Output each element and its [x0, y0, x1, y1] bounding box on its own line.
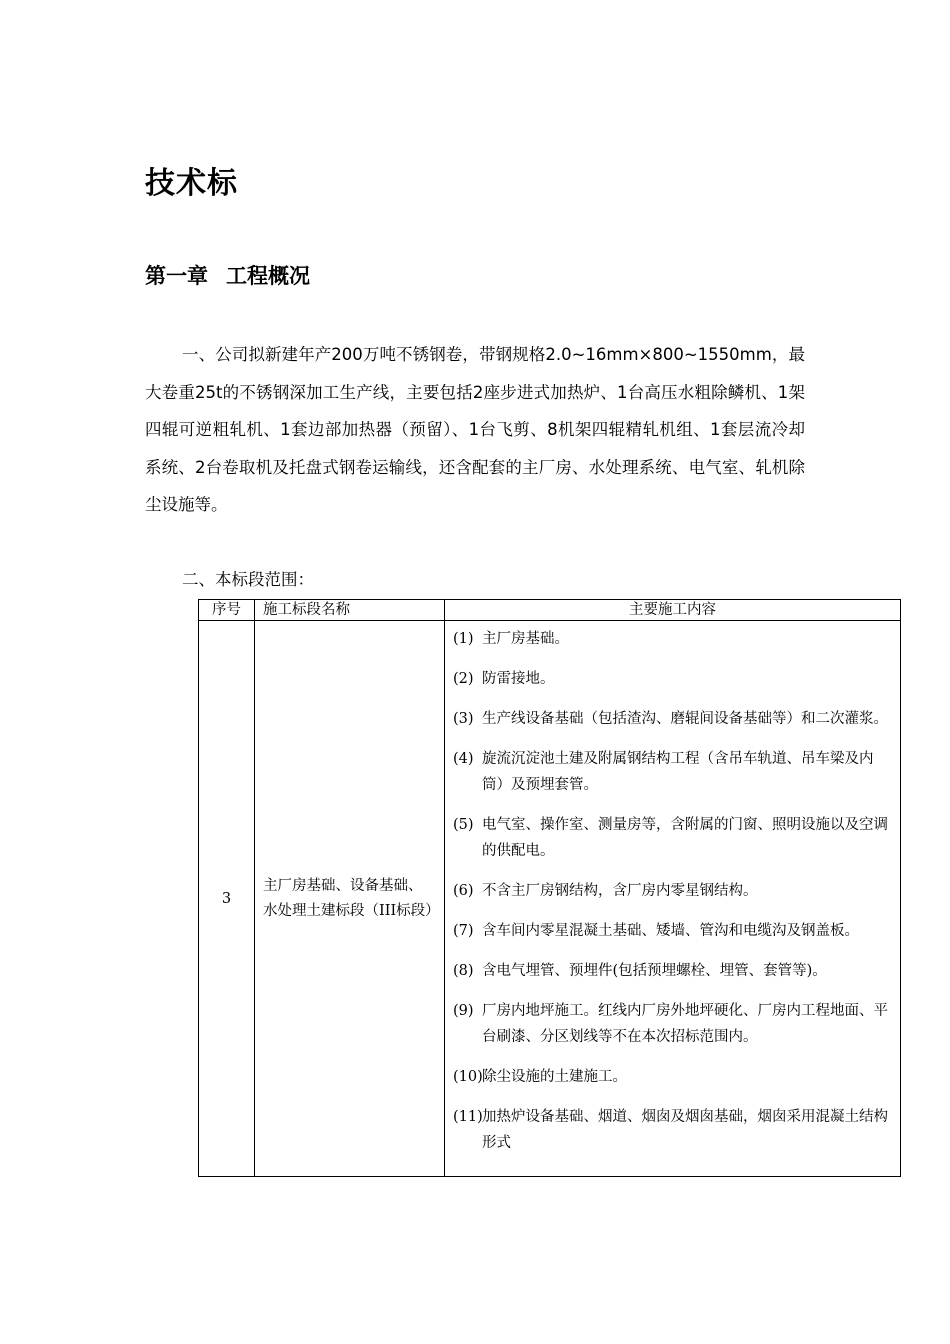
- list-item: [453, 1104, 892, 1156]
- chapter-heading: [145, 260, 310, 290]
- table-row: [199, 621, 901, 1177]
- header-no: 序号: [199, 600, 255, 621]
- list-item: [453, 1064, 892, 1090]
- scope-table: [198, 599, 901, 1177]
- list-item-number: (7): [453, 923, 474, 939]
- list-item-number: (4): [453, 751, 474, 767]
- list-item-text: 含电气埋管、预埋件(包括预埋螺栓、埋管、套管等)。: [482, 963, 827, 979]
- document-title: 技术标: [145, 166, 238, 201]
- list-item-text: 含车间内零星混凝土基础、矮墙、管沟和电缆沟及钢盖板。: [482, 923, 859, 939]
- list-item-number: (11): [453, 1109, 483, 1125]
- row-name: 主厂房基础、设备基础、水处理土建标段（III标段）: [255, 621, 445, 1177]
- header-name: 施工标段名称: [255, 600, 445, 621]
- list-item-number: (1): [453, 631, 474, 647]
- list-item-number: (6): [453, 883, 474, 899]
- row-content: [445, 621, 901, 1177]
- list-item: [453, 812, 892, 864]
- list-item: [453, 998, 892, 1050]
- chapter-label: 第一章: [145, 264, 208, 288]
- list-item-text: 除尘设施的土建施工。: [482, 1069, 627, 1085]
- list-item: [453, 878, 892, 904]
- list-item: [453, 746, 892, 798]
- chapter-name: 工程概况: [226, 264, 310, 288]
- list-item-number: (2): [453, 671, 474, 687]
- list-item-text: 生产线设备基础（包括渣沟、磨辊间设备基础等）和二次灌浆。: [482, 711, 888, 727]
- list-item-text: 不含主厂房钢结构，含厂房内零星钢结构。: [482, 883, 758, 899]
- list-item-text: 防雷接地。: [482, 671, 555, 687]
- header-content: 主要施工内容: [445, 600, 901, 621]
- list-item: [453, 666, 892, 692]
- list-item-text: 厂房内地坪施工。红线内厂房外地坪硬化、厂房内工程地面、平台刷漆、分区划线等不在本次招标范围内。: [482, 1003, 888, 1045]
- list-item: [453, 918, 892, 944]
- list-item-text: 旋流沉淀池土建及附属钢结构工程（含吊车轨道、吊车梁及内筒）及预埋套管。: [482, 751, 874, 793]
- list-item: [453, 626, 892, 652]
- list-item: [453, 958, 892, 984]
- scope-intro-paragraph: 二、本标段范围：: [182, 570, 314, 589]
- content-item-list: [453, 626, 892, 1156]
- list-item-number: (9): [453, 1003, 474, 1019]
- list-item-number: (8): [453, 963, 474, 979]
- list-item-number: (5): [453, 817, 474, 833]
- list-item-number: (10): [453, 1069, 483, 1085]
- project-overview-paragraph: 一、公司拟新建年产200万吨不锈钢卷，带钢规格2.0~16mm×800~1550mm，最大卷重25t的不锈钢深加工生产线，主要包括2座步进式加热炉、1台高压水粗除鳞机、1架四辊可逆粗轧机、1套边部加热器（预留）、1台飞剪、8机架四辊精轧机组、1套层流冷却系统、2台卷取机及托盘式钢卷运输线，还含配套的主厂房、水处理系统、电气室、轧机除尘设施等。: [145, 345, 805, 514]
- list-item-text: 主厂房基础。: [482, 631, 569, 647]
- list-item: [453, 706, 892, 732]
- table-header-row: [199, 600, 901, 621]
- row-no: 3: [199, 621, 255, 1177]
- list-item-number: (3): [453, 711, 474, 727]
- list-item-text: 电气室、操作室、测量房等，含附属的门窗、照明设施以及空调的供配电。: [482, 817, 888, 859]
- list-item-text: 加热炉设备基础、烟道、烟囱及烟囱基础，烟囱采用混凝土结构形式: [482, 1109, 888, 1151]
